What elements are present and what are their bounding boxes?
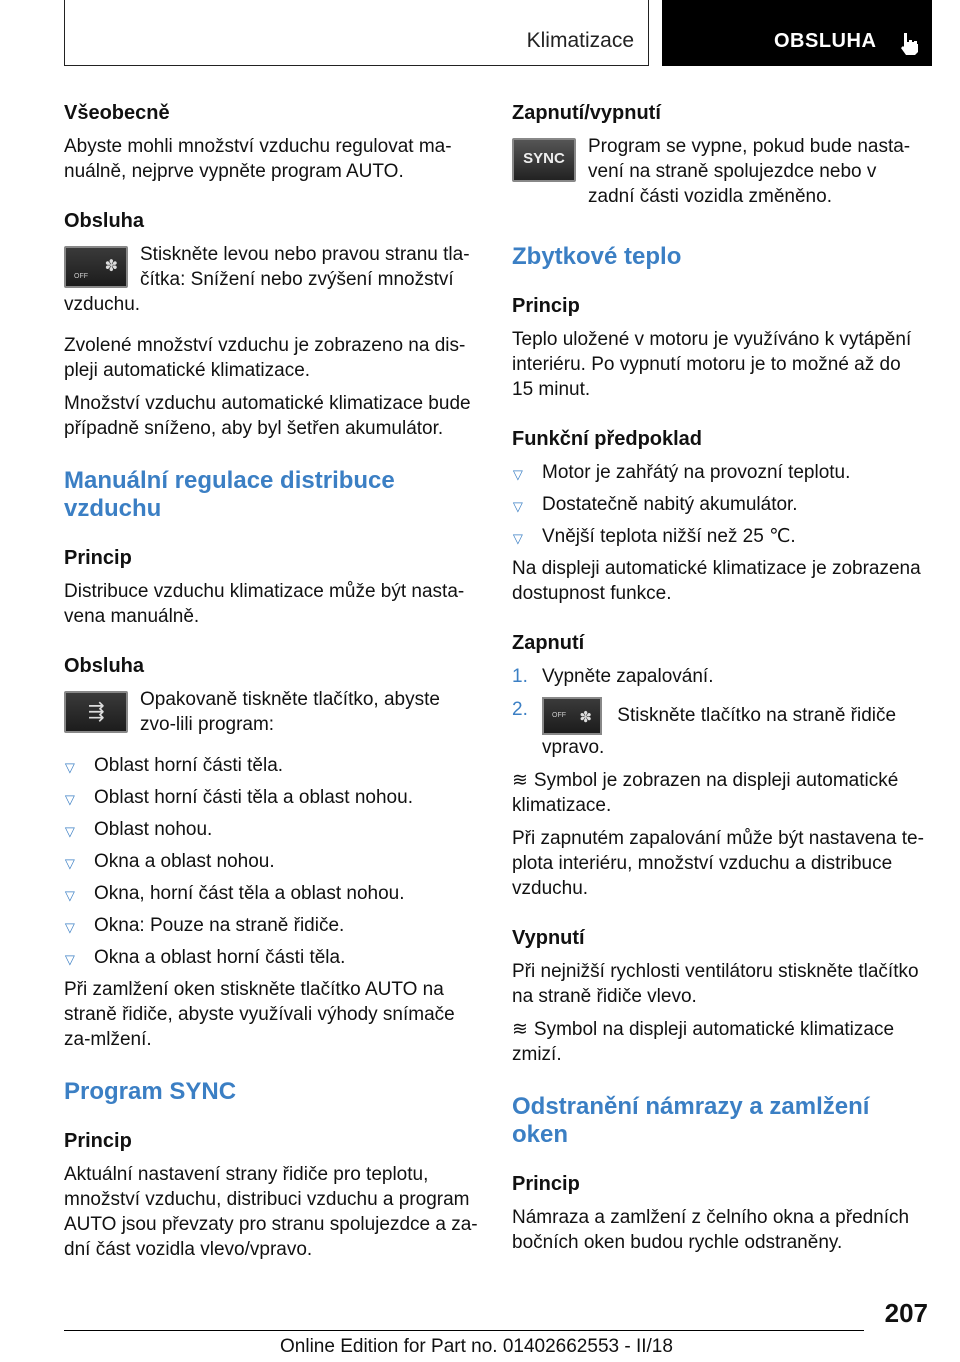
list-item: ▷ Okna, horní část těla a oblast nohou. xyxy=(64,881,478,906)
section-heading-zbytkove: Zbytkové teplo xyxy=(512,243,682,270)
air-quantity-paragraph xyxy=(64,242,478,325)
heading-princip: Princip xyxy=(512,1173,580,1195)
list-item: ▷ Motor je zahřátý na provozní teplotu. xyxy=(512,460,926,485)
paragraph: Při nejnižší rychlosti ventilátoru stiskněte tlačítko na straně řidiče vlevo. xyxy=(512,961,919,1007)
heading-vseobecne: Všeobecně xyxy=(64,102,170,124)
section-heading-manual: Manuální regulace distribuce vzduchu xyxy=(64,467,395,522)
footer-text: Online Edition for Part no. 01402662553 - II/18 xyxy=(280,1336,673,1357)
list-item: ▷ Vnější teplota nižší než 25 ℃. xyxy=(512,524,926,549)
fan-icon: ✽ xyxy=(579,709,592,726)
air-distribution-button-image xyxy=(64,691,128,733)
fan-button-image xyxy=(542,697,602,735)
step-item xyxy=(512,697,926,760)
heading-princip: Princip xyxy=(64,547,132,569)
paragraph: Stiskněte levou nebo pravou stranu tla-čítka: Snížení nebo zvýšení množství vzduchu. xyxy=(64,244,470,315)
header-title-box xyxy=(64,0,649,66)
chapter-title: Klimatizace xyxy=(526,29,634,52)
paragraph: Množství vzduchu automatické klimatizace bude případně sníženo, aby byl šetřen akumulátor. xyxy=(64,393,471,439)
program-list xyxy=(64,753,478,970)
section-tab xyxy=(662,0,932,66)
paragraph: Při zapnutém zapalování může být nastavena te-plota interiéru, množství vzduchu a distribuce vzduchu. xyxy=(512,828,924,899)
heading-princip: Princip xyxy=(512,295,580,317)
list-item: ▷ Oblast nohou. xyxy=(64,817,478,842)
heat-symbol-icon: ≋ xyxy=(512,1019,528,1040)
list-item: ▷ Okna a oblast horní části těla. xyxy=(64,945,478,970)
list-item: ▷ Oblast horní části těla. xyxy=(64,753,478,778)
hand-pointer-icon xyxy=(898,31,920,55)
paragraph: Opakovaně tiskněte tlačítko, abyste zvo-lili program: xyxy=(140,689,440,735)
sync-button-image xyxy=(512,138,576,182)
requirements-list xyxy=(512,460,926,549)
page-number: 207 xyxy=(884,1298,928,1328)
step-item xyxy=(512,664,926,689)
symbol-text: Symbol na displeji automatické klimatizace zmizí. xyxy=(512,1019,895,1065)
paragraph: Distribuce vzduchu klimatizace může být nasta-vena manuálně. xyxy=(64,581,465,627)
off-label: OFF xyxy=(552,712,566,719)
section-heading-sync: Program SYNC xyxy=(64,1078,237,1105)
list-item: ▷ Okna: Pouze na straně řidiče. xyxy=(64,913,478,938)
paragraph: Aktuální nastavení strany řidiče pro teplotu, množství vzduchu, distribuci vzduchu a program AUTO jsou převzaty pro stranu spolujezdce a za-dní část vozidla vlevo/vpravo. xyxy=(64,1164,478,1260)
heading-zapnuti: Zapnutí xyxy=(512,632,585,654)
paragraph: Teplo uložené v motoru je využíváno k vytápění interiéru. Po vypnutí motoru je to možné až do 15 minut. xyxy=(512,329,912,400)
heat-symbol-icon: ≋ xyxy=(512,770,528,791)
symbol-text: Symbol je zobrazen na displeji automatické klimatizace. xyxy=(512,770,899,816)
heading-zapnuti-vypnuti: Zapnutí/vypnutí xyxy=(512,102,661,124)
sync-label: SYNC xyxy=(523,150,565,167)
paragraph: Při zamlžení oken stiskněte tlačítko AUTO na straně řidiče, abyste využívali výhody snímače za-mlžení. xyxy=(64,979,455,1050)
steps-list xyxy=(512,664,926,760)
step-number: 2. xyxy=(512,699,528,720)
list-item: ▷ Oblast horní části těla a oblast nohou. xyxy=(64,785,478,810)
fan-icon: ✽ xyxy=(104,258,118,275)
paragraph: Abyste mohli množství vzduchu regulovat ma-nuálně, nejprve vypněte program AUTO. xyxy=(64,136,452,182)
left-column xyxy=(64,100,478,1270)
step-text: Stiskněte tlačítko na straně řidiče vpravo. xyxy=(542,705,897,758)
paragraph xyxy=(512,768,926,818)
paragraph: Na displeji automatické klimatizace je zobrazena dostupnost funkce. xyxy=(512,558,921,604)
paragraph xyxy=(512,1017,926,1067)
distribution-paragraph xyxy=(64,687,478,745)
paragraph: Zvolené množství vzduchu je zobrazeno na dis-pleji automatické klimatizace. xyxy=(64,335,466,381)
heading-obsluha: Obsluha xyxy=(64,655,145,677)
fan-button-image xyxy=(64,246,128,288)
off-label: OFF xyxy=(74,273,88,280)
list-item: ▷ Okna a oblast nohou. xyxy=(64,849,478,874)
heading-vypnuti: Vypnutí xyxy=(512,927,585,949)
air-distribution-icon: ⇶ xyxy=(88,701,105,723)
paragraph: Program se vypne, pokud bude nasta-vení na straně spolujezdce nebo v zadní části vozidla změněno. xyxy=(588,136,911,207)
step-number: 1. xyxy=(512,666,528,687)
list-item: ▷ Dostatečně nabitý akumulátor. xyxy=(512,492,926,517)
right-column xyxy=(512,100,926,1263)
section-label: OBSLUHA xyxy=(774,30,877,52)
paragraph: Námraza a zamlžení z čelního okna a předních bočních oken budou rychle odstraněny. xyxy=(512,1207,910,1253)
heading-princip: Princip xyxy=(64,1130,132,1152)
heading-obsluha: Obsluha xyxy=(64,210,145,232)
section-heading-odstraneni: Odstranění námrazy a zamlžení oken xyxy=(512,1093,870,1148)
sync-paragraph xyxy=(512,134,926,217)
step-text: Vypněte zapalování. xyxy=(542,666,714,687)
footer-divider xyxy=(64,1330,864,1331)
heading-funkcni: Funkční předpoklad xyxy=(512,428,703,450)
page-header xyxy=(64,0,932,66)
